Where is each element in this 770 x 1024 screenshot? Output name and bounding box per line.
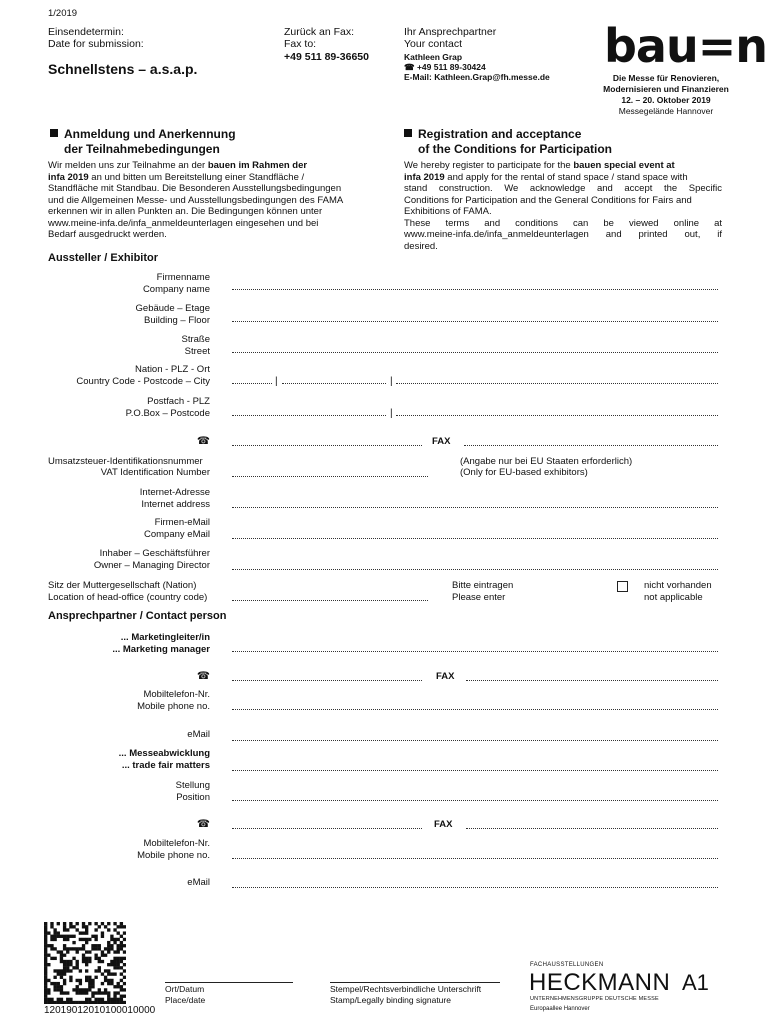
marketing-field[interactable]: [232, 651, 718, 652]
signature-label: Stempel/Rechtsverbindliche Unterschrift Stamp/Legally binding signature: [330, 984, 482, 1005]
submission-label-en: Date for submission:: [48, 38, 144, 50]
phone-field[interactable]: [232, 445, 422, 446]
section-de-body: Wir melden uns zur Teilnahme an der bauen im Rahmen der infa 2019 an und bitten um Bereitstellung einer Standfläche / Standfläche mit Standbau. Die Besonderen Ausstellungsbedingungen und die Allgemeinen Messe- und Ausstellungsbedingungen des FAMA erkennen wir in allen Punkten an. Die Bedingungen können unter www.meine-infa.de/infa_anmeldeunterlagen eingesehen und bei Bedarf ausgedruckt werden.: [48, 160, 344, 240]
marketing-mobile-field[interactable]: [232, 709, 718, 710]
mobile-label: Mobiltelefon-Nr. Mobile phone no.: [137, 838, 210, 861]
company-email-field[interactable]: [232, 538, 718, 539]
company-name-field[interactable]: [232, 289, 718, 290]
heckmann-logo: HECKMANN: [529, 969, 671, 996]
contact-label-de: Ihr Ansprechpartner: [404, 26, 497, 38]
contact-person-heading: Ansprechpartner / Contact person: [48, 610, 227, 622]
exhibitor-heading: Aussteller / Exhibitor: [48, 252, 159, 264]
fax-return-label-de: Zurück an Fax:: [284, 26, 355, 38]
phone-icon: ☎: [196, 435, 210, 447]
fax-field[interactable]: [464, 445, 718, 446]
submission-deadline: Schnellstens – a.s.a.p.: [48, 61, 198, 77]
email-label: eMail: [187, 877, 210, 888]
place-date-line[interactable]: [165, 982, 293, 983]
company-email-label: Firmen-eMail Company eMail: [144, 517, 210, 540]
web-field[interactable]: [232, 507, 718, 508]
contact-label-en: Your contact: [404, 38, 462, 50]
barcode-number: 12019012010100010000: [44, 1005, 156, 1016]
section-de-title-2: der Teilnahmebedingungen: [64, 142, 220, 156]
building-label: Gebäude – Etage Building – Floor: [135, 303, 210, 326]
parent-field[interactable]: [232, 600, 428, 601]
fair-fax-field[interactable]: [466, 828, 718, 829]
fair-phone-field[interactable]: [232, 828, 422, 829]
heckmann-subtitle: UNTERNEHMENSGRUPPE DEUTSCHE MESSE: [530, 996, 659, 1002]
separator: |: [275, 376, 278, 387]
mobile-label: Mobiltelefon-Nr. Mobile phone no.: [137, 689, 210, 712]
city-field[interactable]: [396, 383, 718, 384]
not-applicable-label: nicht vorhanden not applicable: [644, 580, 712, 603]
web-label: Internet-Adresse Internet address: [139, 487, 210, 510]
submission-label-de: Einsendetermin:: [48, 26, 124, 38]
nation-label: Nation - PLZ - Ort Country Code - Postcode – City: [76, 364, 210, 387]
pobox-postcode-field[interactable]: [396, 415, 718, 416]
parent-label: Sitz der Muttergesellschaft (Nation) Location of head-office (country code): [48, 580, 208, 603]
section-en-body: We hereby register to participate for the bauen special event at infa 2019 and apply for the rental of stand space / stand space with stand construction. We acknowledge and accept the Specific Conditions for Participation and the General Conditions for Fairs and Exhibitions of FAMA. These terms and conditions can be viewed online at www.meine-infa.de/infa_anmeldeunterlagen and printed out, if desired.: [404, 160, 722, 252]
form-code: 1/2019: [48, 8, 78, 19]
contact-email: E-Mail: Kathleen.Grap@fh.messe.de: [404, 72, 550, 82]
building-field[interactable]: [232, 321, 718, 322]
vat-field[interactable]: [232, 476, 428, 477]
fax-label: FAX: [432, 436, 451, 447]
fax-return-number: +49 511 89-36650: [284, 51, 369, 63]
fax-label: FAX: [436, 671, 455, 682]
position-field[interactable]: [232, 800, 718, 801]
signature-line[interactable]: [330, 982, 500, 983]
contact-name: Kathleen Grap: [404, 52, 463, 62]
marketing-phone-field[interactable]: [232, 680, 422, 681]
separator: |: [390, 376, 393, 387]
marketing-label: ... Marketingleiter/in ... Marketing manager: [112, 632, 210, 655]
datamatrix-barcode-icon: [44, 922, 126, 1004]
position-label: Stellung Position: [175, 780, 210, 803]
separator: |: [390, 408, 393, 419]
bauen-logo: bau=n: [604, 19, 768, 73]
fair-matters-label: ... Messeabwicklung ... trade fair matters: [118, 748, 210, 771]
brand-tagline-2: Modernisieren und Finanzieren: [603, 84, 729, 94]
vat-note-de: (Angabe nur bei EU Staaten erforderlich): [460, 456, 633, 467]
brand-tagline-1: Die Messe für Renovieren,: [612, 73, 720, 83]
section-de-title-1: Anmeldung und Anerkennung: [50, 127, 236, 141]
please-enter-label: Bitte eintragen Please enter: [452, 580, 514, 603]
phone-icon: ☎: [196, 818, 210, 830]
marketing-email-field[interactable]: [232, 740, 718, 741]
place-date-label: Ort/Datum Place/date: [165, 984, 206, 1005]
street-field[interactable]: [232, 352, 718, 353]
vat-label-en: VAT Identification Number: [100, 467, 210, 478]
country-code-field[interactable]: [232, 383, 272, 384]
postcode-field[interactable]: [282, 383, 386, 384]
pobox-field[interactable]: [232, 415, 386, 416]
not-applicable-checkbox[interactable]: [617, 581, 628, 592]
pobox-label: Postfach - PLZ P.O.Box – Postcode: [125, 396, 210, 419]
company-name-label: Firmenname Company name: [142, 272, 210, 295]
bullet-square-icon: [404, 129, 412, 137]
bullet-square-icon: [50, 129, 58, 137]
heckmann-address: Europaallee Hannover: [530, 1006, 590, 1012]
brand-venue: Messegelände Hannover: [618, 106, 714, 116]
marketing-fax-field[interactable]: [466, 680, 718, 681]
email-label: eMail: [187, 729, 210, 740]
fax-return-label-en: Fax to:: [284, 38, 317, 50]
form-id: A1: [682, 970, 709, 995]
vat-note-en: (Only for EU-based exhibitors): [460, 467, 588, 478]
owner-label: Inhaber – Geschäftsführer Owner – Managing Director: [93, 548, 210, 571]
contact-phone: ☎ +49 511 89-30424: [404, 62, 486, 72]
vat-label-de: Umsatzsteuer-Identifikationsnummer: [48, 456, 203, 467]
section-en-title-2: of the Conditions for Participation: [418, 142, 612, 156]
fair-mobile-field[interactable]: [232, 858, 718, 859]
heckmann-top-text: FACHAUSSTELLUNGEN: [530, 962, 604, 968]
fax-label: FAX: [434, 819, 453, 830]
brand-dates: 12. – 20. Oktober 2019: [621, 95, 711, 105]
phone-icon: ☎: [196, 670, 210, 682]
section-en-title-1: Registration and acceptance: [404, 127, 581, 141]
fair-matters-field[interactable]: [232, 770, 718, 771]
street-label: Straße Street: [181, 334, 210, 357]
owner-field[interactable]: [232, 569, 718, 570]
fair-email-field[interactable]: [232, 887, 718, 888]
